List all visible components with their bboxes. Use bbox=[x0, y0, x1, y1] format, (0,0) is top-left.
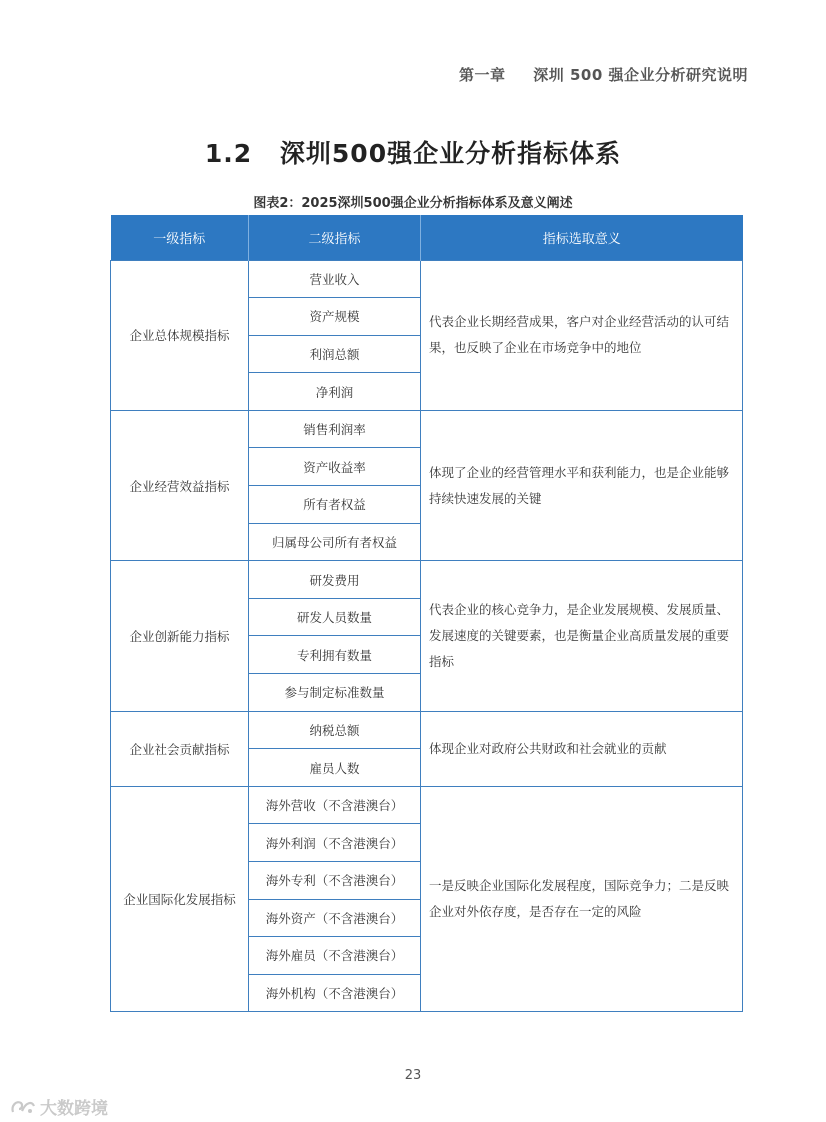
chapter-title: 深圳 500 强企业分析研究说明 bbox=[533, 66, 748, 84]
secondary-indicator: 归属母公司所有者权益 bbox=[249, 523, 421, 561]
secondary-indicator: 所有者权益 bbox=[249, 486, 421, 524]
indicator-meaning: 代表企业长期经营成果，客户对企业经营活动的认可结果，也反映了企业在市场竞争中的地位 bbox=[421, 260, 743, 410]
primary-indicator: 企业经营效益指标 bbox=[111, 410, 249, 560]
secondary-indicator: 资产规模 bbox=[249, 298, 421, 336]
section-number: 1.2 bbox=[204, 139, 253, 168]
secondary-indicator: 海外专利（不含港澳台） bbox=[249, 862, 421, 900]
header-meaning: 指标选取意义 bbox=[421, 215, 743, 260]
primary-indicator: 企业国际化发展指标 bbox=[111, 786, 249, 1012]
watermark-logo-icon bbox=[10, 1098, 36, 1116]
header-secondary: 二级指标 bbox=[249, 215, 421, 260]
secondary-indicator: 研发费用 bbox=[249, 561, 421, 599]
primary-indicator: 企业总体规模指标 bbox=[111, 260, 249, 410]
section-title: 深圳500强企业分析指标体系 bbox=[279, 139, 622, 168]
running-header bbox=[459, 64, 748, 85]
secondary-indicator: 纳税总额 bbox=[249, 711, 421, 749]
secondary-indicator: 海外资产（不含港澳台） bbox=[249, 899, 421, 937]
table-caption: 图表2：2025深圳500强企业分析指标体系及意义阐述 bbox=[253, 196, 573, 211]
watermark-text: 大数跨境 bbox=[40, 1099, 108, 1119]
secondary-indicator: 海外雇员（不含港澳台） bbox=[249, 937, 421, 975]
indicator-meaning: 体现企业对政府公共财政和社会就业的贡献 bbox=[421, 711, 743, 786]
secondary-indicator: 净利润 bbox=[249, 373, 421, 411]
watermark bbox=[10, 1094, 108, 1119]
secondary-indicator: 专利拥有数量 bbox=[249, 636, 421, 674]
header-primary: 一级指标 bbox=[111, 215, 249, 260]
secondary-indicator: 海外利润（不含港澳台） bbox=[249, 824, 421, 862]
indicator-meaning: 体现了企业的经营管理水平和获利能力，也是企业能够持续快速发展的关键 bbox=[421, 410, 743, 560]
secondary-indicator: 销售利润率 bbox=[249, 410, 421, 448]
indicator-meaning: 代表企业的核心竞争力，是企业发展规模、发展质量、发展速度的关键要素，也是衡量企业高质量发展的重要指标 bbox=[421, 561, 743, 711]
table-row bbox=[111, 410, 743, 448]
section-heading bbox=[0, 134, 826, 170]
secondary-indicator: 参与制定标准数量 bbox=[249, 674, 421, 712]
table-row bbox=[111, 711, 743, 749]
secondary-indicator: 研发人员数量 bbox=[249, 598, 421, 636]
secondary-indicator: 资产收益率 bbox=[249, 448, 421, 486]
primary-indicator: 企业社会贡献指标 bbox=[111, 711, 249, 786]
secondary-indicator: 海外机构（不含港澳台） bbox=[249, 974, 421, 1012]
indicator-table bbox=[110, 215, 743, 1012]
table-header-row bbox=[111, 215, 743, 260]
indicator-meaning: 一是反映企业国际化发展程度，国际竞争力；二是反映企业对外依存度，是否存在一定的风险 bbox=[421, 786, 743, 1012]
table-row bbox=[111, 260, 743, 298]
table-row bbox=[111, 561, 743, 599]
table-row bbox=[111, 786, 743, 824]
secondary-indicator: 营业收入 bbox=[249, 260, 421, 298]
secondary-indicator: 雇员人数 bbox=[249, 749, 421, 787]
page-number: 23 bbox=[404, 1068, 422, 1083]
secondary-indicator: 海外营收（不含港澳台） bbox=[249, 786, 421, 824]
secondary-indicator: 利润总额 bbox=[249, 335, 421, 373]
primary-indicator: 企业创新能力指标 bbox=[111, 561, 249, 711]
chapter-label: 第一章 bbox=[458, 66, 506, 84]
